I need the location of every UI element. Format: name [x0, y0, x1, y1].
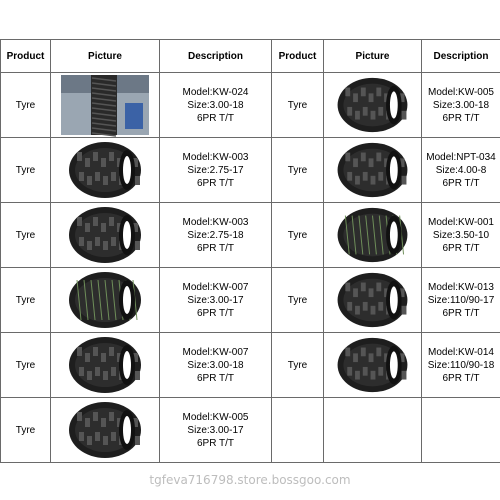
- description-model: Model:KW-013: [428, 281, 494, 293]
- tyre-icon: [324, 138, 421, 202]
- description-spec: 6PR T/T: [442, 112, 480, 124]
- description-cell: [160, 138, 272, 203]
- description-size: Size:2.75-17: [187, 164, 244, 176]
- description-spec: 6PR T/T: [196, 307, 235, 319]
- header-product-right: Product: [272, 40, 324, 73]
- description-model: Model:KW-024: [182, 86, 249, 98]
- header-description-right: Description: [422, 40, 500, 73]
- header-picture-right: Picture: [324, 40, 422, 73]
- product-cell: Tyre: [272, 333, 324, 398]
- picture-cell: [51, 138, 160, 203]
- table-row: [1, 138, 500, 203]
- picture-cell: [324, 268, 422, 333]
- description-spec: 6PR T/T: [196, 112, 235, 124]
- picture-cell: [51, 73, 160, 138]
- tyre-photo-icon: [51, 73, 159, 137]
- product-cell: Tyre: [1, 333, 51, 398]
- description-model: Model:KW-003: [182, 216, 249, 228]
- product-cell: Tyre: [1, 73, 51, 138]
- table-row: [1, 268, 500, 333]
- description-size: Size:3.00-17: [187, 294, 244, 306]
- picture-cell: [324, 398, 422, 463]
- product-cell: Tyre: [1, 398, 51, 463]
- description-model: Model:KW-003: [182, 151, 249, 163]
- picture-cell: [324, 138, 422, 203]
- picture-cell: [324, 333, 422, 398]
- description-model: Model:KW-001: [428, 216, 494, 228]
- description-size: Size:3.00-18: [432, 99, 490, 111]
- product-table: [0, 39, 500, 463]
- description-spec: 6PR T/T: [442, 372, 480, 384]
- description-cell: [422, 73, 500, 138]
- product-cell: Tyre: [272, 203, 324, 268]
- header-row: [1, 40, 500, 73]
- description-cell: [160, 333, 272, 398]
- description-model: Model:KW-014: [428, 346, 494, 358]
- description-cell: [160, 268, 272, 333]
- description-spec: 6PR T/T: [196, 242, 235, 254]
- table-row: [1, 333, 500, 398]
- description-spec: 6PR T/T: [196, 372, 235, 384]
- description-model: Model:KW-007: [182, 281, 249, 293]
- description-spec: 6PR T/T: [196, 177, 235, 189]
- description-size: Size:110/90-18: [427, 359, 495, 371]
- description-size: Size:2.75-18: [187, 229, 244, 241]
- header-picture: Picture: [51, 40, 160, 73]
- tyre-icon: [324, 203, 421, 267]
- description-cell: [422, 138, 500, 203]
- description-size: Size:3.50-10: [432, 229, 490, 241]
- product-cell: Tyre: [272, 268, 324, 333]
- description-cell: [422, 268, 500, 333]
- product-cell: [272, 398, 324, 463]
- table-row: [1, 203, 500, 268]
- picture-cell: [51, 203, 160, 268]
- tyre-icon: [51, 203, 159, 267]
- header-product: Product: [1, 40, 51, 73]
- product-cell: Tyre: [272, 73, 324, 138]
- picture-cell: [51, 398, 160, 463]
- product-cell: Tyre: [1, 203, 51, 268]
- description-model: Model:KW-005: [428, 86, 494, 98]
- description-size: Size:110/90-17: [427, 294, 495, 306]
- tyre-icon: [51, 333, 159, 397]
- description-size: Size:3.00-18: [187, 359, 244, 371]
- description-model: Model:KW-005: [182, 411, 249, 423]
- description-size: Size:3.00-17: [187, 424, 244, 436]
- description-size: Size:4.00-8: [435, 164, 487, 176]
- picture-cell: [324, 73, 422, 138]
- watermark: tgfeva716798.store.bossgoo.com: [149, 473, 351, 487]
- header-description: Description: [160, 40, 272, 73]
- description-cell: [160, 398, 272, 463]
- table-row: [1, 73, 500, 138]
- product-cell: Tyre: [1, 268, 51, 333]
- tyre-icon: [324, 73, 421, 137]
- description-model: Model:KW-007: [182, 346, 249, 358]
- description-cell: [160, 73, 272, 138]
- tyre-icon: [324, 268, 421, 332]
- product-cell: Tyre: [1, 138, 51, 203]
- description-model: Model:NPT-034: [426, 151, 496, 163]
- picture-cell: [324, 203, 422, 268]
- product-cell: Tyre: [272, 138, 324, 203]
- description-spec: 6PR T/T: [442, 177, 480, 189]
- tyre-icon: [51, 268, 159, 332]
- description-spec: 6PR T/T: [442, 242, 480, 254]
- tyre-icon: [51, 138, 159, 202]
- tyre-icon: [324, 333, 421, 397]
- description-spec: 6PR T/T: [442, 307, 480, 319]
- description-spec: 6PR T/T: [196, 437, 235, 449]
- description-size: Size:3.00-18: [187, 99, 244, 111]
- picture-cell: [51, 268, 160, 333]
- description-cell: [160, 203, 272, 268]
- picture-cell: [51, 333, 160, 398]
- description-cell: [422, 203, 500, 268]
- table-row: [1, 398, 500, 463]
- tyre-icon: [51, 398, 159, 462]
- description-cell: [422, 333, 500, 398]
- description-cell: [422, 398, 500, 463]
